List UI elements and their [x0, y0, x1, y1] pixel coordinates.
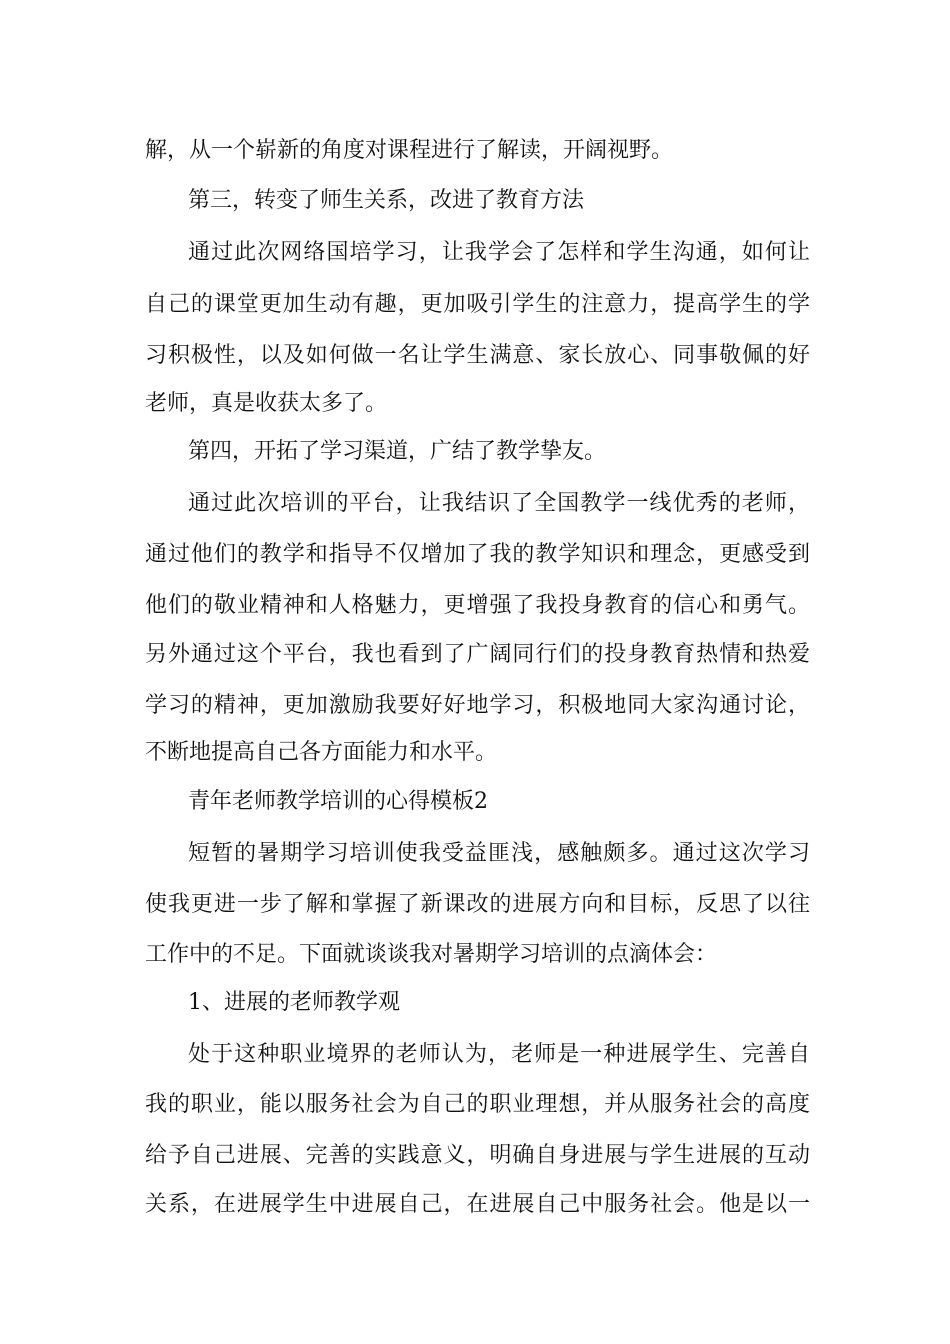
paragraph-line: 通过此次培训的平台，让我结识了全国教学一线优秀的老师， — [188, 491, 810, 516]
paragraph-line: 另外通过这个平台，我也看到了广阔同行们的投身教育热情和热爱 — [145, 642, 810, 667]
section-heading: 1、进展的老师教学观 — [188, 990, 400, 1015]
paragraph-line: 给予自己进展、完善的实践意义，明确自身进展与学生进展的互动 — [145, 1143, 810, 1168]
paragraph-line: 通过他们的教学和指导不仅增加了我的教学知识和理念，更感受到 — [145, 542, 810, 567]
paragraph-line: 我的职业，能以服务社会为自己的职业理想，并从服务社会的高度 — [145, 1092, 810, 1117]
paragraph-line: 学习的精神，更加激励我要好好地学习，积极地同大家沟通讨论， — [145, 693, 810, 718]
paragraph-line: 使我更进一步了解和掌握了新课改的进展方向和目标，反思了以往 — [145, 892, 810, 917]
paragraph-line: 他们的敬业精神和人格魅力，更增强了我投身教育的信心和勇气。 — [145, 593, 810, 618]
article-subtitle: 青年老师教学培训的心得模板2 — [188, 789, 488, 814]
paragraph-line: 习积极性，以及如何做一名让学生满意、家长放心、同事敬佩的好 — [145, 343, 810, 368]
paragraph-line: 老师，真是收获太多了。 — [145, 391, 388, 416]
paragraph-line: 关系，在进展学生中进展自己，在进展自己中服务社会。他是以一 — [145, 1192, 810, 1217]
paragraph-line: 自己的课堂更加生动有趣，更加吸引学生的注意力，提高学生的学 — [145, 292, 810, 317]
paragraph-line: 短暂的暑期学习培训使我受益匪浅，感触颇多。通过这次学习 — [188, 841, 810, 866]
paragraph-line: 工作中的不足。下面就谈谈我对暑期学习培训的点滴体会： — [145, 942, 718, 967]
paragraph-line: 通过此次网络国培学习，让我学会了怎样和学生沟通，如何让 — [188, 240, 810, 265]
paragraph-line: 不断地提高自己各方面能力和水平。 — [145, 740, 498, 765]
section-heading: 第三，转变了师生关系，改进了教育方法 — [188, 188, 585, 213]
section-heading: 第四，开拓了学习渠道，广结了教学挚友。 — [188, 439, 607, 464]
paragraph-line: 处于这种职业境界的老师认为，老师是一种进展学生、完善自 — [188, 1042, 810, 1067]
paragraph-line: 解，从一个崭新的角度对课程进行了解读，开阔视野。 — [145, 138, 674, 163]
